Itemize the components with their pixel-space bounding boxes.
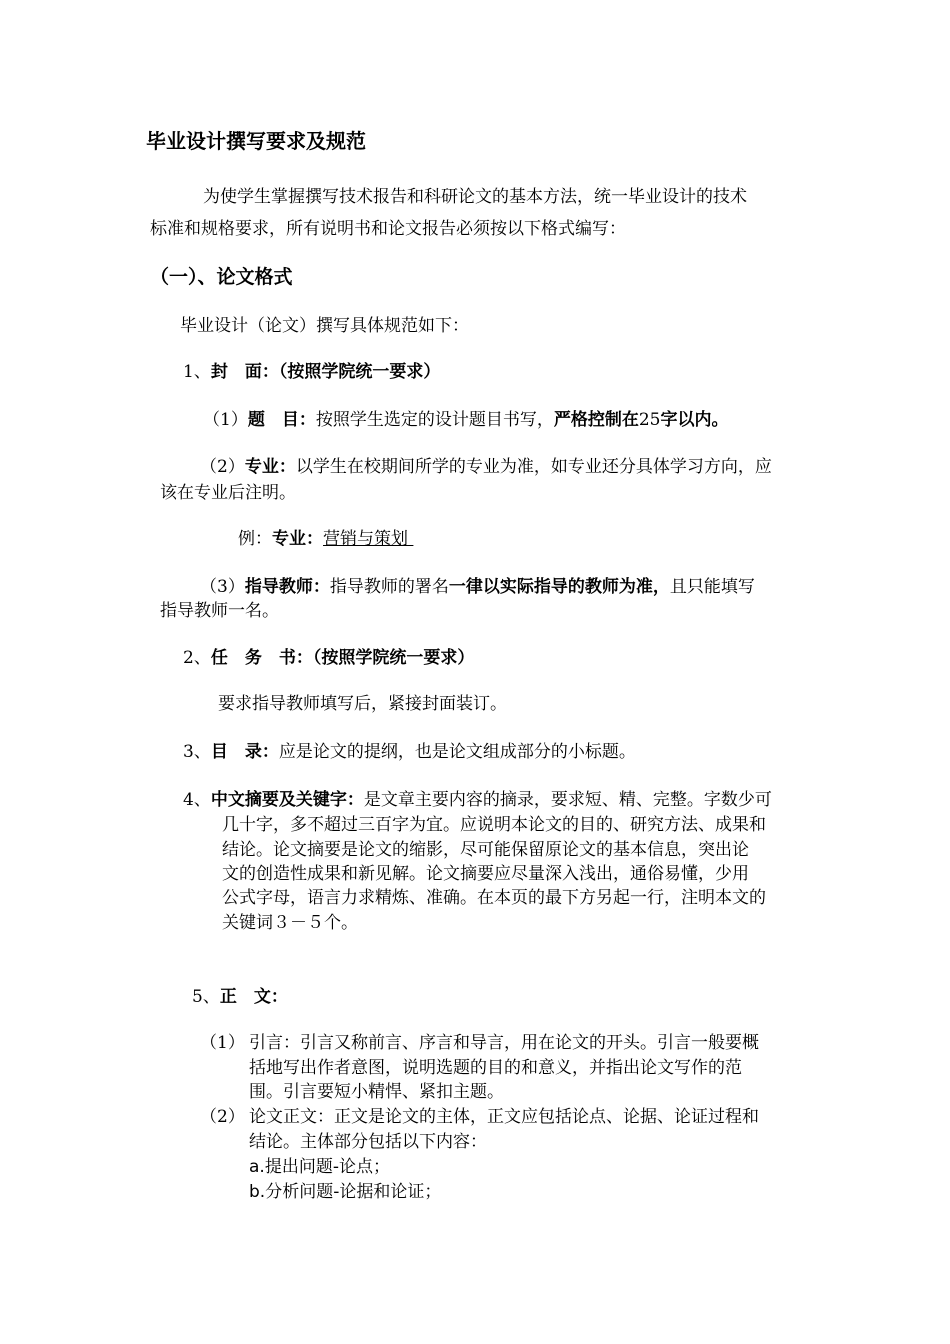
document-title: 毕业设计撰写要求及规范 bbox=[146, 129, 366, 153]
item-note: （按照学院统一要求） bbox=[312, 648, 475, 668]
item-label: 中文摘要及关键字： bbox=[210, 790, 364, 810]
sub-prefix: （1） bbox=[203, 410, 248, 430]
item-4-line-3: 结论。论文摘要是论文的缩影，尽可能保留原论文的基本信息，突出论 bbox=[222, 840, 749, 860]
item-5-sub-1-prefix: （1） bbox=[200, 1033, 245, 1053]
sub-text: 以学生在校期间所学的专业为准，如专业还分具体学习方向，应 bbox=[295, 457, 772, 477]
item-2-text: 要求指导教师填写后，紧接封面装订。 bbox=[218, 694, 507, 714]
sub-number: 25 bbox=[638, 410, 661, 430]
item-number: 4、 bbox=[183, 790, 211, 810]
item-1-sub-2-line-1 bbox=[200, 455, 772, 479]
sub-bold-text: 严格控制在 bbox=[553, 410, 639, 430]
sub-label: 题 目： bbox=[247, 410, 316, 430]
sub-label: 专业： bbox=[244, 457, 296, 477]
sub-text-end: 且只能填写 bbox=[669, 577, 755, 597]
item-5-sub-2-prefix: （2） bbox=[200, 1107, 245, 1127]
item-5-sub-1-line-3: 围。引言要短小精悍、紧扣主题。 bbox=[249, 1082, 504, 1102]
item-5-point-a: a.提出问题-论点； bbox=[249, 1157, 390, 1177]
item-1-sub-3-line-1 bbox=[200, 575, 755, 599]
example-line bbox=[238, 527, 413, 551]
item-1-sub-3-line-2: 指导教师一名。 bbox=[160, 601, 279, 621]
item-5-sub-1-line-2: 括地写出作者意图，说明选题的目的和意义，并指出论文写作的范 bbox=[249, 1058, 742, 1078]
item-label: 正 文： bbox=[219, 987, 288, 1007]
example-prefix: 例： bbox=[238, 529, 272, 549]
sub-text: 按照学生选定的设计题目书写， bbox=[315, 410, 554, 430]
intro-paragraph-line-1: 为使学生掌握撰写技术报告和科研论文的基本方法，统一毕业设计的技术 bbox=[203, 187, 747, 207]
sub-bold-text-end: 字以内。 bbox=[660, 410, 729, 430]
item-4-line-4: 文的创造性成果和新见解。论文摘要应尽量深入浅出，通俗易懂，少用 bbox=[222, 864, 749, 884]
intro-paragraph-line-2: 标准和规格要求，所有说明书和论文报告必须按以下格式编写： bbox=[150, 219, 626, 239]
item-text: 是文章主要内容的摘录，要求短、精、完整。字数少可 bbox=[363, 790, 772, 810]
item-number: 1、 bbox=[183, 362, 211, 382]
item-5-sub-2-line-1: 论文正文：正文是论文的主体，正文应包括论点、论据、论证过程和 bbox=[249, 1107, 759, 1127]
item-label: 目 录： bbox=[210, 742, 279, 762]
item-4-line-5: 公式字母，语言力求精炼、准确。在本页的最下方另起一行，注明本文的 bbox=[222, 888, 766, 908]
item-label: 任 务 书： bbox=[210, 648, 313, 668]
item-5-heading bbox=[192, 985, 288, 1009]
item-4-line-2: 几十字，多不超过三百字为宜。应说明本论文的目的、研究方法、成果和 bbox=[222, 815, 766, 835]
sub-bold-text: 一律以实际指导的教师为准， bbox=[448, 577, 670, 597]
item-4-line-6: 关键词３－５个。 bbox=[222, 913, 358, 933]
item-1-heading bbox=[183, 360, 440, 384]
item-1-sub-2-line-2: 该在专业后注明。 bbox=[160, 483, 296, 503]
example-value: 营销与策划 bbox=[323, 529, 408, 549]
sub-label: 指导教师： bbox=[244, 577, 330, 597]
sub-prefix: （3） bbox=[200, 577, 245, 597]
item-number: 2、 bbox=[183, 648, 211, 668]
item-1-sub-1 bbox=[203, 408, 728, 432]
item-5-sub-1-line-1: 引言：引言又称前言、序言和导言，用在论文的开头。引言一般要概 bbox=[249, 1033, 759, 1053]
item-number: 5、 bbox=[192, 987, 220, 1007]
sub-prefix: （2） bbox=[200, 457, 245, 477]
item-2-heading bbox=[183, 646, 474, 670]
item-5-sub-2-line-2: 结论。主体部分包括以下内容： bbox=[249, 1132, 487, 1152]
sub-text: 指导教师的署名 bbox=[329, 577, 449, 597]
item-label: 封 面： bbox=[210, 362, 279, 382]
item-note: （按照学院统一要求） bbox=[278, 362, 441, 382]
example-label: 专业： bbox=[272, 529, 323, 549]
section-lead: 毕业设计（论文）撰写具体规范如下： bbox=[180, 316, 469, 336]
item-4-line-1 bbox=[183, 788, 772, 812]
item-5-point-b: b.分析问题-论据和论证； bbox=[249, 1182, 442, 1202]
section-heading: （一）、论文格式 bbox=[150, 266, 293, 288]
item-text: 应是论文的提纲，也是论文组成部分的小标题。 bbox=[278, 742, 636, 762]
item-number: 3、 bbox=[183, 742, 211, 762]
item-3-heading bbox=[183, 740, 636, 764]
